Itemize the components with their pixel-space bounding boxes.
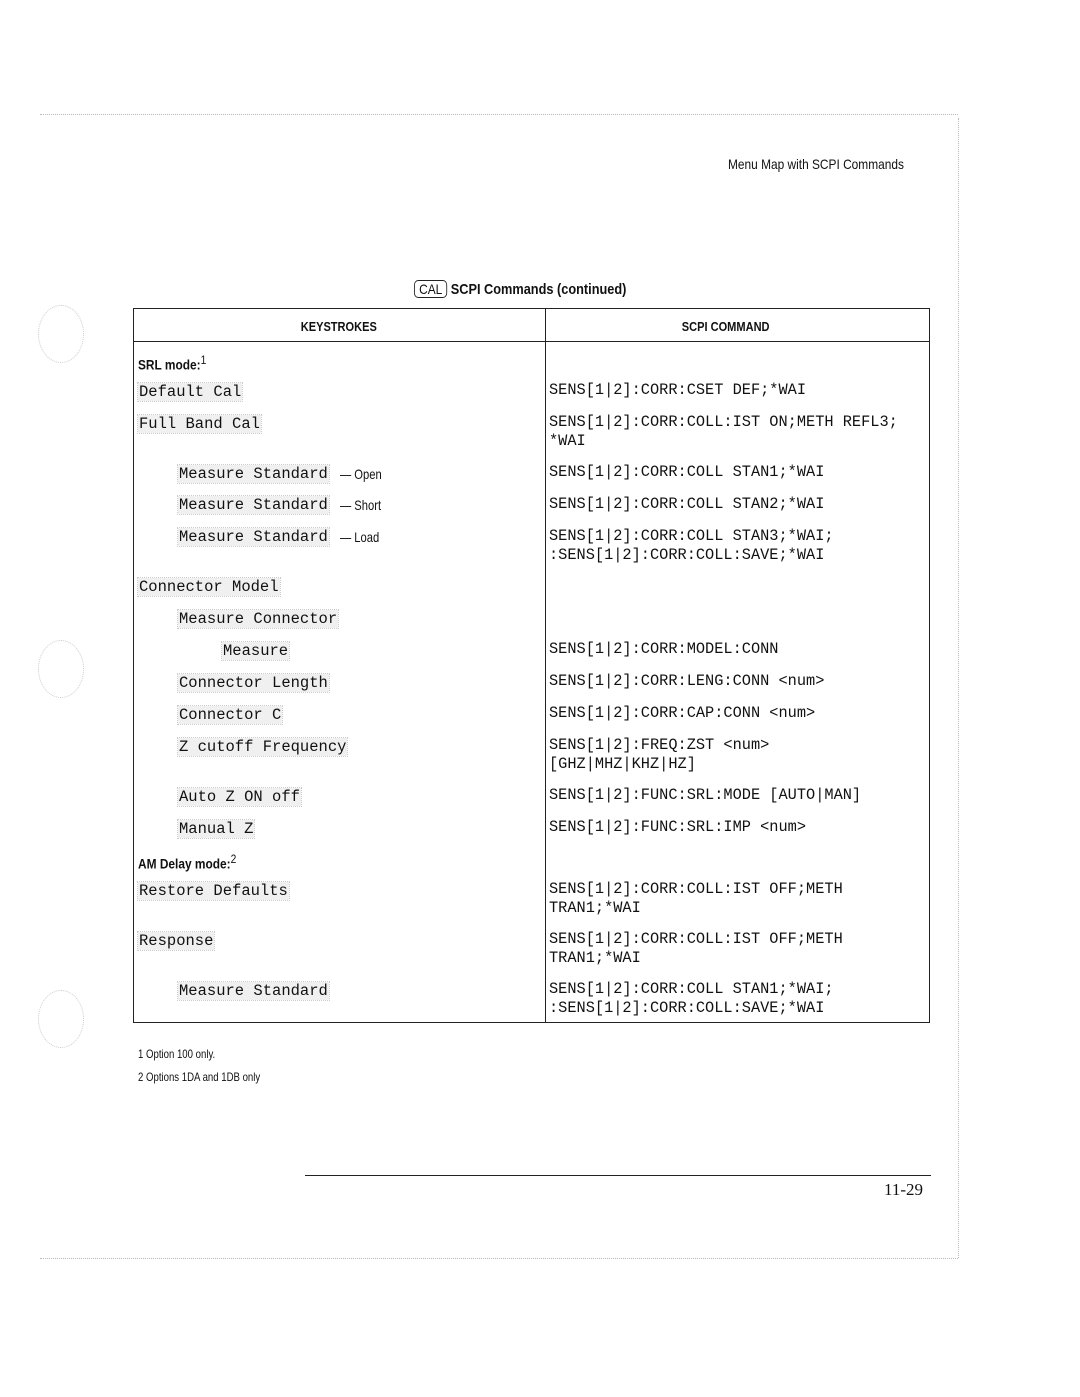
softkey-measure[interactable]: Measure <box>223 642 289 660</box>
scpi-command: SENS[1|2]:CORR:MODEL:CONN <box>549 640 779 658</box>
softkey-measure-standard-load[interactable]: Measure Standard <box>179 528 328 546</box>
softkey-z-cutoff-frequency[interactable]: Z cutoff Frequency <box>179 738 347 756</box>
footnote-ref: 1 <box>200 353 207 367</box>
punch-hole <box>38 305 84 363</box>
footnote-2: 2 Options 1DA and 1DB only <box>138 1070 261 1084</box>
softkey-measure-connector[interactable]: Measure Connector <box>179 610 338 628</box>
softkey-auto-z[interactable]: Auto Z ON off <box>179 788 300 806</box>
footnote-1: 1 Option 100 only. <box>138 1047 216 1061</box>
softkey-restore-defaults[interactable]: Restore Defaults <box>139 882 288 900</box>
standard-note: — Open <box>340 466 382 482</box>
page-number: 11-29 <box>884 1180 924 1199</box>
punch-hole <box>38 990 84 1048</box>
softkey-response[interactable]: Response <box>139 932 214 950</box>
header-divider <box>134 341 929 342</box>
scan-border <box>40 1258 958 1259</box>
footer-rule <box>305 1175 931 1176</box>
scpi-command: SENS[1|2]:CORR:LENG:CONN <num> <box>549 672 825 690</box>
running-header: Menu Map with SCPI Commands <box>728 156 904 172</box>
standard-note: — Load <box>340 529 380 545</box>
section-label: SRL mode: <box>138 356 201 373</box>
footnote-ref: 2 <box>230 852 237 866</box>
scpi-command: SENS[1|2]:CORR:CSET DEF;*WAI <box>549 381 807 399</box>
softkey-measure-standard-short[interactable]: Measure Standard <box>179 496 328 514</box>
softkey-full-band-cal[interactable]: Full Band Cal <box>139 415 260 433</box>
table-title <box>414 280 626 298</box>
scpi-command: SENS[1|2]:CORR:COLL:IST OFF;METH TRAN1;*WAI <box>549 930 843 967</box>
softkey-connector-model[interactable]: Connector Model <box>139 578 279 596</box>
section-label: AM Delay mode: <box>138 855 231 872</box>
scpi-table <box>133 308 930 1023</box>
scpi-command: SENS[1|2]:CORR:COLL STAN1;*WAI; :SENS[1|2]:CORR:COLL:SAVE;*WAI <box>549 980 834 1017</box>
scpi-command: SENS[1|2]:CORR:COLL STAN2;*WAI <box>549 495 825 513</box>
softkey-measure-standard[interactable]: Measure Standard <box>179 982 328 1000</box>
standard-note: — Short <box>340 497 382 513</box>
column-divider <box>545 309 546 1022</box>
scpi-command: SENS[1|2]:CORR:COLL:IST ON;METH REFL3; *WAI <box>549 413 898 450</box>
softkey-manual-z[interactable]: Manual Z <box>179 820 254 838</box>
cal-key-icon: CAL <box>414 280 447 298</box>
scan-border <box>40 114 958 115</box>
scpi-command: SENS[1|2]:CORR:COLL STAN3;*WAI; :SENS[1|2]:CORR:COLL:SAVE;*WAI <box>549 527 834 564</box>
table-title-text: SCPI Commands (continued) <box>450 281 627 298</box>
scpi-command: SENS[1|2]:CORR:COLL:IST OFF;METH TRAN1;*WAI <box>549 880 843 917</box>
scpi-command: SENS[1|2]:FREQ:ZST <num> [GHZ|MHZ|KHZ|HZ] <box>549 736 770 773</box>
scpi-command: SENS[1|2]:FUNC:SRL:IMP <num> <box>549 818 807 836</box>
punch-hole <box>38 640 84 698</box>
softkey-connector-c[interactable]: Connector C <box>179 706 282 724</box>
scpi-command: SENS[1|2]:FUNC:SRL:MODE [AUTO|MAN] <box>549 786 862 804</box>
section-am-delay-mode <box>138 852 236 872</box>
header-scpi-command: SCPI COMMAND <box>681 319 770 334</box>
section-srl-mode <box>138 353 206 373</box>
softkey-connector-length[interactable]: Connector Length <box>179 674 328 692</box>
softkey-measure-standard-open[interactable]: Measure Standard <box>179 465 328 483</box>
softkey-default-cal[interactable]: Default Cal <box>139 383 242 401</box>
header-keystrokes: KEYSTROKES <box>300 319 377 334</box>
scan-border <box>958 118 959 1258</box>
scpi-command: SENS[1|2]:CORR:COLL STAN1;*WAI <box>549 463 825 481</box>
scpi-command: SENS[1|2]:CORR:CAP:CONN <num> <box>549 704 816 722</box>
